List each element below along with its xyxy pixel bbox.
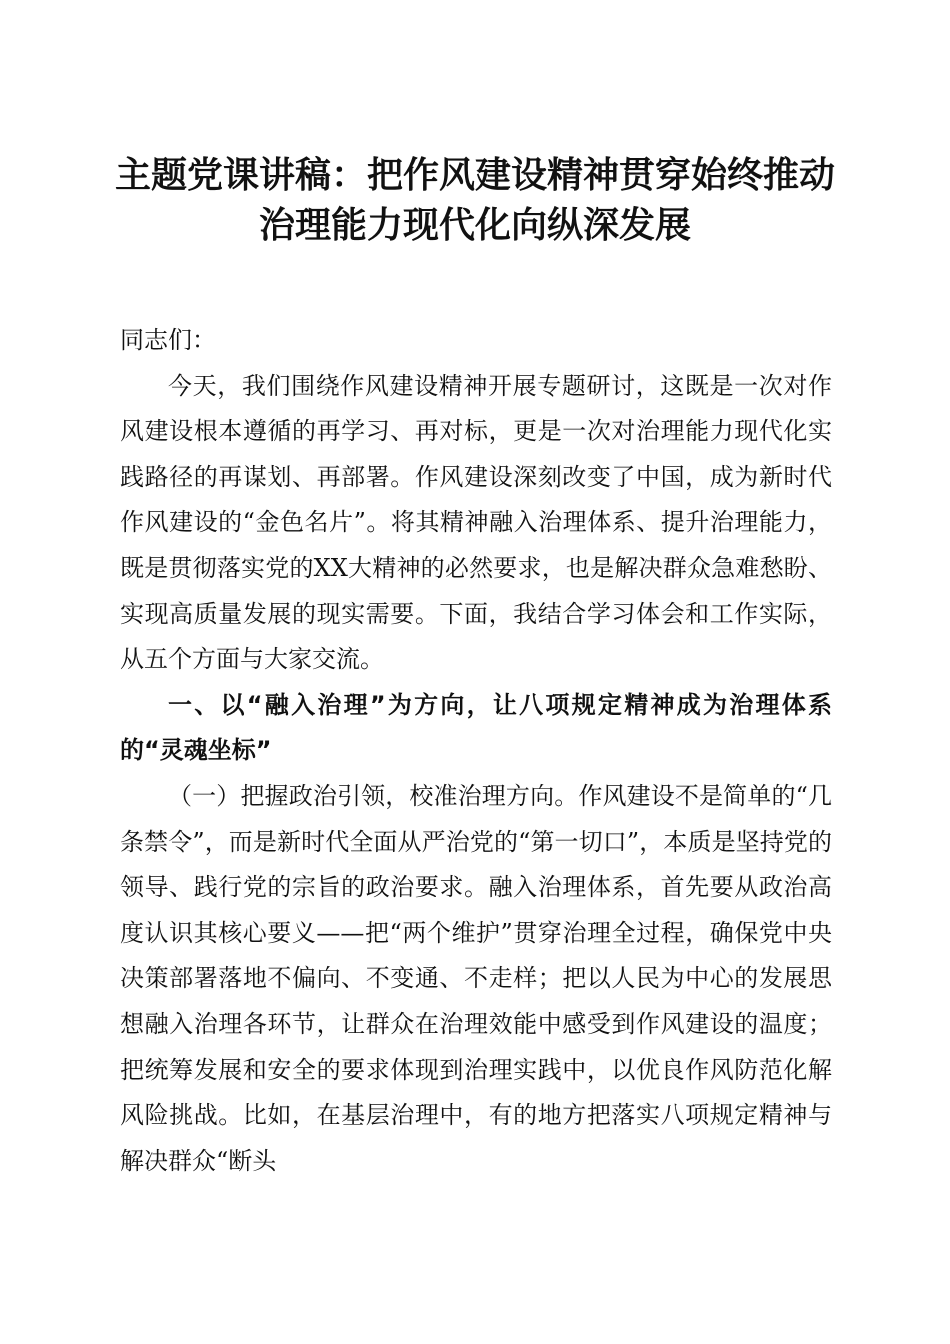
document-title xyxy=(100,150,850,250)
section-heading-1: 一、以“融入治理”为方向，让八项规定精神成为治理体系的“灵魂坐标” xyxy=(120,690,832,765)
paragraph-intro: 今天，我们围绕作风建设精神开展专题研讨，这既是一次对作风建设根本遵循的再学习、再对标，更是一次对治理能力现代化实践路径的再谋划、再部署。作风建设深刻改变了中国，成为新时代作风建设的“金色名片”。将其精神融入治理体系、提升治理能力，既是贯彻落实党的XX大精神的必然要求，也是解决群众急难愁盼、实现高质量发展的现实需要。下面，我结合学习体会和工作实际，从五个方面与大家交流。 xyxy=(120,371,832,674)
paragraph-section-1-1: （一）把握政治引领，校准治理方向。作风建设不是简单的“几条禁令”，而是新时代全面从严治党的“第一切口”，本质是坚持党的领导、践行党的宗旨的政治要求。融入治理体系，首先要从政治高度认识其核心要义——把“两个维护”贯穿治理全过程，确保党中央决策部署落地不偏向、不变通、不走样；把以人民为中心的发展思想融入治理各环节，让群众在治理效能中感受到作风建设的温度；把统筹发展和安全的要求体现到治理实践中，以优良作风防范化解风险挑战。比如，在基层治理中，有的地方把落实八项规定精神与解决群众“断头 xyxy=(120,781,832,1175)
greeting: 同志们： xyxy=(120,326,216,354)
title-line-2: 治理能力现代化向纵深发展 xyxy=(258,204,691,246)
document-body xyxy=(120,318,832,1184)
title-line-1: 主题党课讲稿：把作风建设精神贯穿始终推动 xyxy=(114,154,835,196)
